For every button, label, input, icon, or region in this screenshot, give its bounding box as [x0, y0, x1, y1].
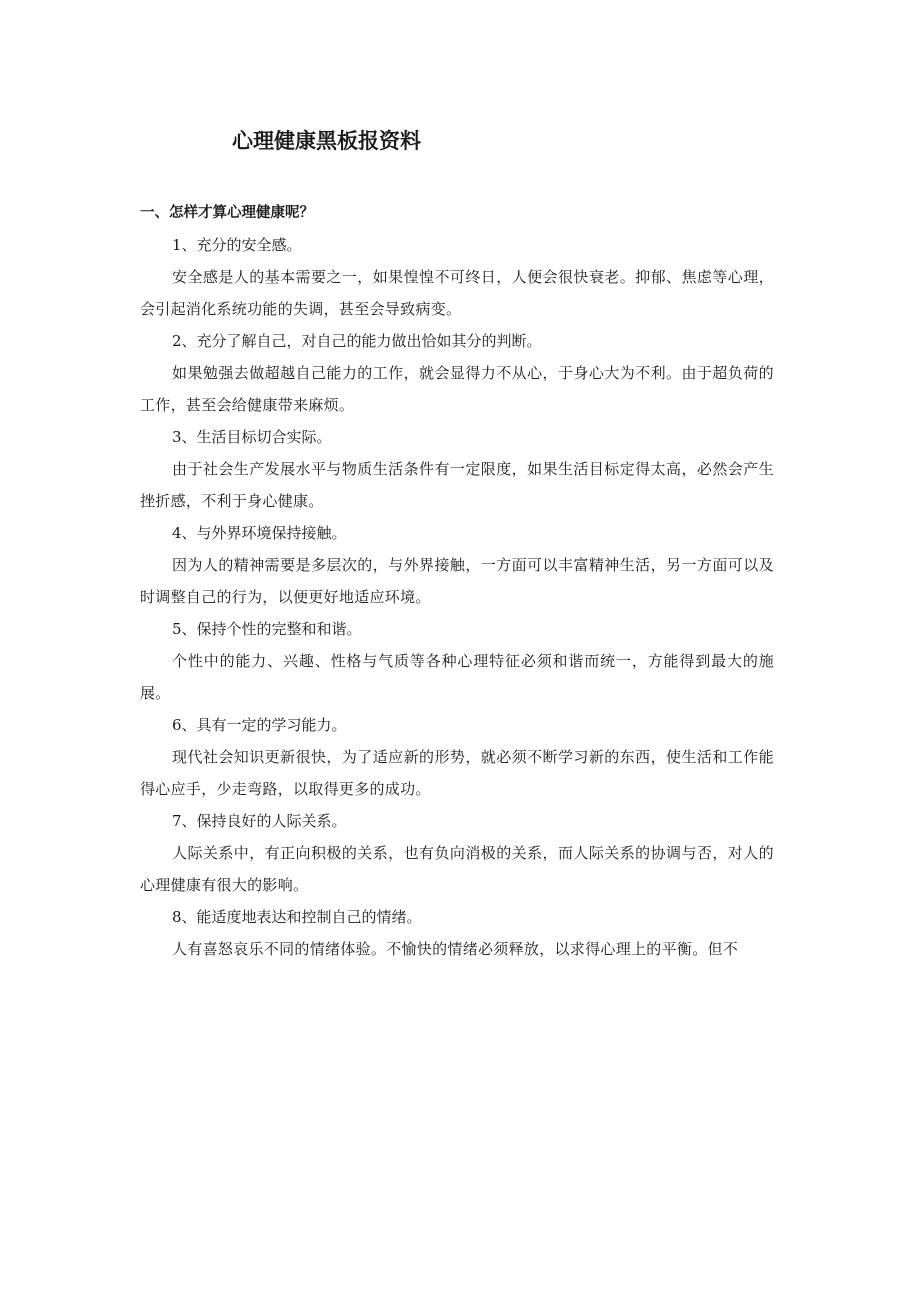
list-item [140, 325, 774, 421]
item-title: 7、保持良好的人际关系。 [172, 812, 347, 830]
document-title: 心理健康黑板报资料 [232, 129, 421, 153]
item-title: 3、生活目标切合实际。 [172, 428, 332, 446]
item-body: 由于社会生产发展水平与物质生活条件有一定限度，如果生活目标定得太高，必然会产生挫折感，不利于身心健康。 [140, 460, 774, 510]
list-item [140, 421, 774, 517]
item-body: 安全感是人的基本需要之一，如果惶惶不可终日，人便会很快衰老。抑郁、焦虑等心理，会引起消化系统功能的失调，甚至会导致病变。 [140, 268, 774, 318]
item-title: 5、保持个性的完整和和谐。 [172, 620, 362, 638]
item-body: 因为人的精神需要是多层次的，与外界接触，一方面可以丰富精神生活，另一方面可以及时调整自己的行为，以便更好地适应环境。 [140, 556, 774, 606]
document-content [140, 197, 774, 965]
item-title: 4、与外界环境保持接触。 [172, 524, 347, 542]
list-item [140, 709, 774, 805]
item-body: 如果勉强去做超越自己能力的工作，就会显得力不从心，于身心大为不利。由于超负荷的工作，甚至会给健康带来麻烦。 [140, 364, 774, 414]
item-title: 1、充分的安全感。 [172, 236, 302, 254]
item-body: 人有喜怒哀乐不同的情绪体验。不愉快的情绪必须释放，以求得心理上的平衡。但不 [172, 940, 739, 958]
item-title: 2、充分了解自己，对自己的能力做出恰如其分的判断。 [172, 332, 542, 350]
list-item [140, 805, 774, 901]
item-title: 6、具有一定的学习能力。 [172, 716, 347, 734]
list-item [140, 613, 774, 709]
section-heading: 一、怎样才算心理健康呢？ [140, 205, 314, 221]
list-item [140, 901, 774, 965]
item-body: 个性中的能力、兴趣、性格与气质等各种心理特征必须和谐而统一，方能得到最大的施展。 [140, 652, 774, 702]
list-item [140, 517, 774, 613]
item-body: 现代社会知识更新很快，为了适应新的形势，就必须不断学习新的东西，使生活和工作能得心应手，少走弯路，以取得更多的成功。 [140, 748, 774, 798]
list-item [140, 229, 774, 325]
item-body: 人际关系中，有正向积极的关系，也有负向消极的关系，而人际关系的协调与否，对人的心理健康有很大的影响。 [140, 844, 774, 894]
item-title: 8、能适度地表达和控制自己的情绪。 [172, 908, 422, 926]
